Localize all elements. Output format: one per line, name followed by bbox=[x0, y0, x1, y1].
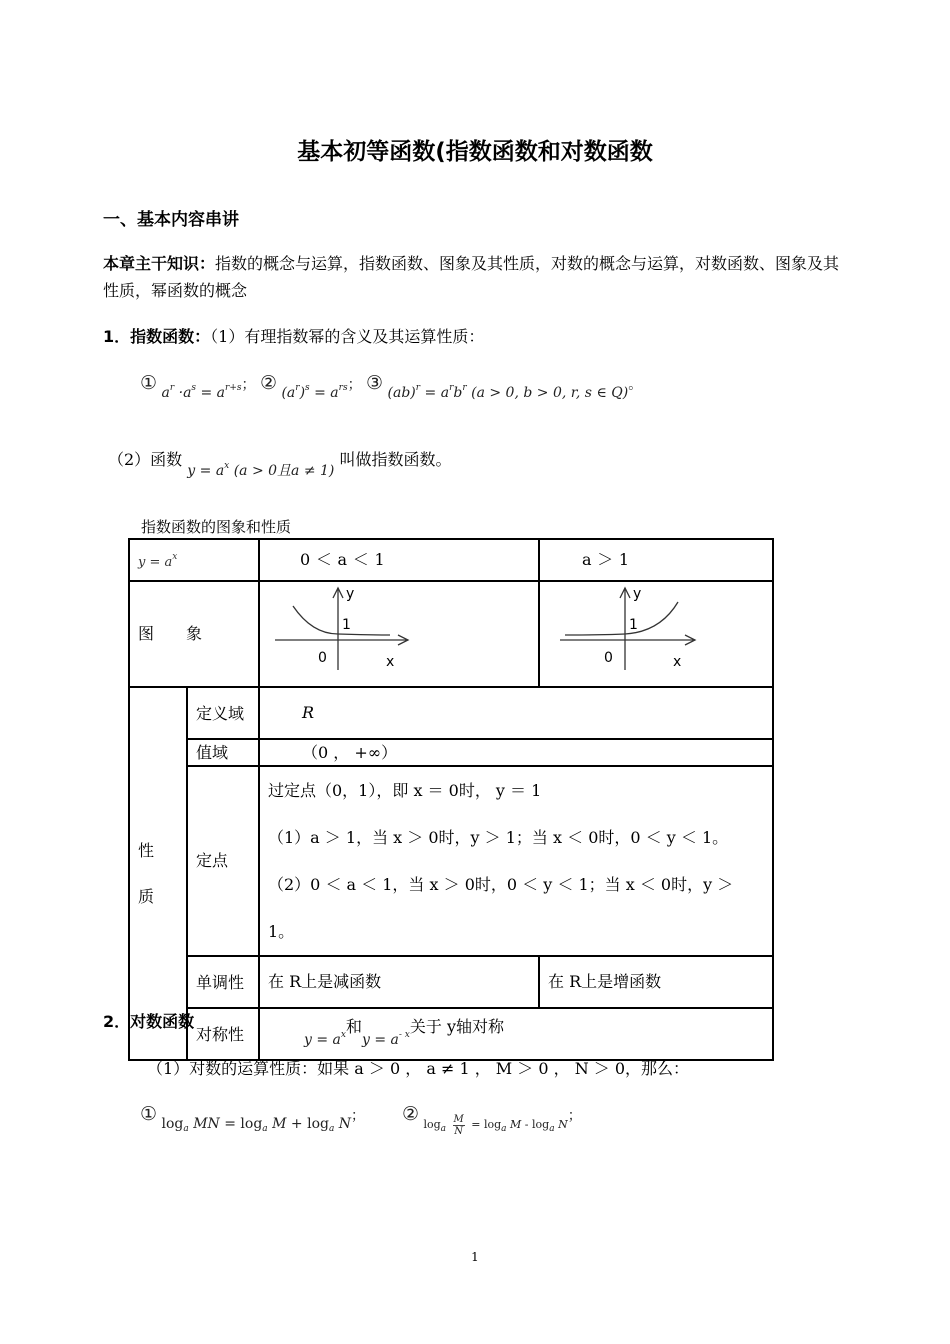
intro-label: 本章主干知识： bbox=[103, 254, 216, 273]
x-axis-label: x bbox=[386, 654, 395, 670]
graph-decreasing bbox=[260, 582, 538, 680]
x-axis-label: x bbox=[673, 654, 682, 670]
domain-label: 定义域 bbox=[187, 687, 259, 739]
log-rule2-marker: ② bbox=[401, 1103, 419, 1125]
origin-label: 0 bbox=[318, 650, 327, 666]
y-axis-label: y bbox=[633, 586, 642, 602]
item1-line bbox=[103, 323, 903, 350]
one-label: 1 bbox=[629, 617, 638, 633]
page-title: 基本初等函数(指数函数和对数函数 bbox=[297, 139, 653, 165]
table-header-row bbox=[129, 539, 773, 581]
graph-decreasing-cell bbox=[259, 581, 539, 687]
row-monotonicity bbox=[129, 956, 773, 1008]
header-function-cell: $y = a^x$ bbox=[129, 539, 259, 581]
fixed-point-case1: （1）a ＞ 1，当 x ＞ 0时，y ＞ 1；当 x ＜ 0时，0 ＜ y ＜ 1。 bbox=[268, 828, 729, 847]
item2-sub1: （1）对数的运算性质：如果 a ＞ 0 ， a ≠ 1 ， M ＞ 0 ， N ＞ 0，那么： bbox=[147, 1059, 690, 1078]
origin-label: 0 bbox=[604, 650, 613, 666]
row-range bbox=[129, 739, 773, 766]
fixed-point-line: 过定点（0，1），即 x ＝ 0时， y ＝ 1 bbox=[268, 781, 542, 800]
graph-row-label: 图 象 bbox=[129, 581, 259, 687]
rule1-formula: $a^r \cdot a^s = a^{r+s}$ bbox=[161, 383, 242, 401]
row-domain bbox=[129, 687, 773, 739]
page-number: 1 bbox=[471, 1250, 479, 1264]
item1-sub2: （2）函数 $y = a^x$ (a > 0且a ≠ 1) 叫做指数函数。 bbox=[108, 450, 452, 479]
fixed-point-case2: （2）0 ＜ a ＜ 1，当 x ＞ 0时，0 ＜ y ＜ 1；当 x ＜ 0时，y ＞ 1。 bbox=[268, 875, 734, 941]
item2-label: 2．对数函数 bbox=[103, 1012, 195, 1031]
item1-sub1: （1）有理指数幂的含义及其运算性质： bbox=[210, 327, 485, 346]
log-rule2-formula: loga M N = loga M - loga N bbox=[423, 1113, 568, 1137]
row-fixed-point bbox=[129, 766, 773, 956]
graph-row bbox=[129, 581, 773, 687]
rule3-formula: $(ab)^r = a^rb^r$ (a > 0, b > 0, r, s ∈ Q) bbox=[387, 383, 629, 401]
domain-value: R bbox=[259, 687, 773, 739]
monotonicity-increasing: 在 R上是增函数 bbox=[539, 956, 773, 1008]
header-case1-cell: 0 ＜ a ＜ 1 bbox=[259, 539, 539, 581]
log-rules: ① $\log_a$ MN = $\log_a M + \log_a N$； ② $_{log_a \frac{M}{N} = log_a M - log_a N}$； bbox=[140, 1103, 582, 1137]
monotonicity-decreasing: 在 R上是减函数 bbox=[259, 956, 539, 1008]
one-label: 1 bbox=[342, 617, 351, 633]
rule3-marker: ③ bbox=[366, 372, 384, 394]
graph-increasing-cell bbox=[539, 581, 773, 687]
header-case2-cell: a ＞ 1 bbox=[539, 539, 773, 581]
increasing-curve bbox=[565, 602, 678, 635]
intro-text: 指数的概念与运算，指数函数、图象及其性质，对数的概念与运算，对数函数、图象及其性质，幂函数的概念 bbox=[103, 254, 840, 300]
section-heading: 一、基本内容串讲 bbox=[103, 210, 239, 230]
rule2-formula: $(a^r)^s = a^{rs}$ bbox=[281, 383, 348, 401]
range-label: 值域 bbox=[187, 739, 259, 766]
exponent-rules: ① $a^r \cdot a^s = a^{r+s}$； ② $(a^r)^s = a^{rs}$； ③ $(ab)^r = a^rb^r$ (a > 0, b > 0, r, s ∈ Q)。 bbox=[140, 372, 643, 401]
properties-table bbox=[128, 538, 774, 1061]
fixed-point-label: 定点 bbox=[187, 766, 259, 956]
item1-label: 1．指数函数： bbox=[103, 327, 211, 346]
fixed-point-value bbox=[259, 766, 773, 956]
intro-paragraph bbox=[103, 250, 843, 304]
exp-function-formula: $y = a^x$ (a > 0且a ≠ 1) bbox=[187, 461, 335, 479]
symmetry-label: 对称性 bbox=[187, 1008, 259, 1060]
y-axis-label: y bbox=[346, 586, 355, 602]
table-caption: 指数函数的图象和性质 bbox=[141, 518, 292, 536]
properties-label-cell: 性 质 bbox=[129, 687, 187, 1060]
symmetry-value: $y = a^x$和$y = a^{- x}$关于 y轴对称 bbox=[259, 1008, 773, 1060]
log-rule1-formula: $\log_a$ MN = $\log_a M + \log_a N$ bbox=[161, 1116, 352, 1134]
range-value: （0 ， +∞） bbox=[259, 739, 773, 766]
graph-increasing bbox=[540, 582, 772, 680]
monotonicity-label: 单调性 bbox=[187, 956, 259, 1008]
log-rule1-marker: ① bbox=[140, 1103, 158, 1125]
rule1-marker: ① bbox=[140, 372, 158, 394]
rule2-marker: ② bbox=[259, 372, 277, 394]
